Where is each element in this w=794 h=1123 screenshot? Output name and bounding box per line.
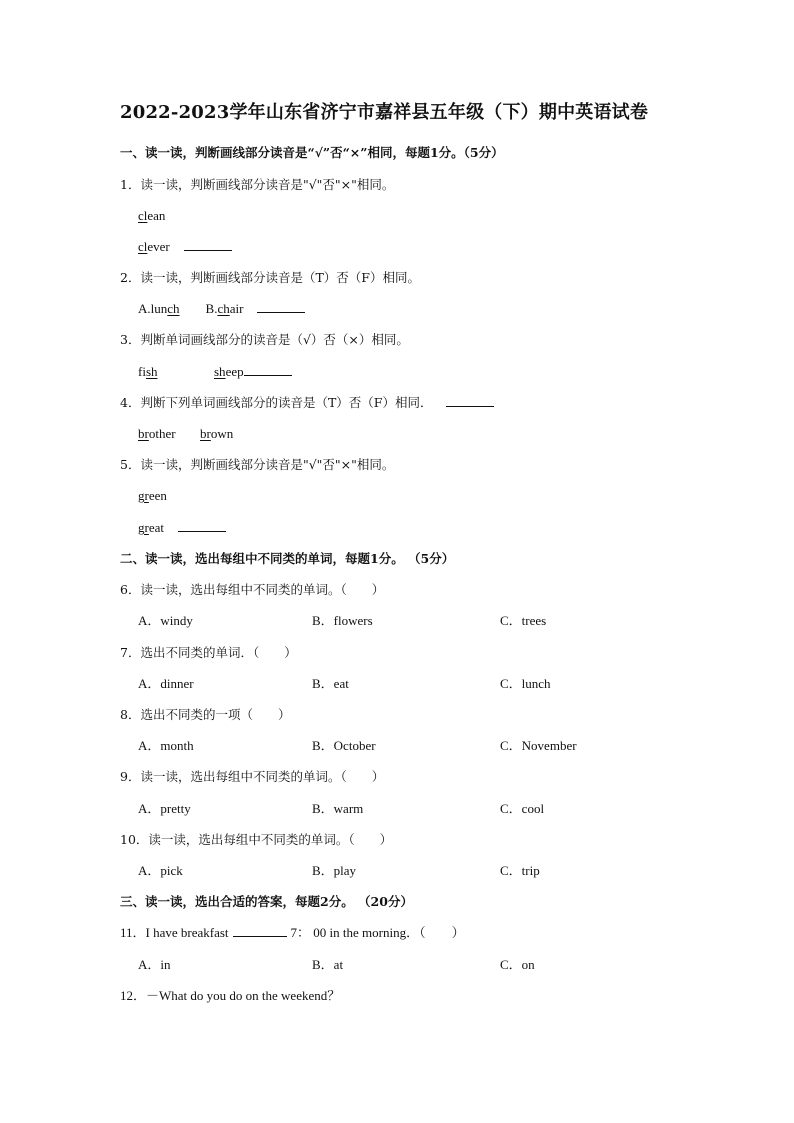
question-12-stem: 12．－What do you do on the weekend？	[120, 988, 341, 1003]
question-11-stem	[120, 924, 465, 942]
question-10-option-b[interactable]: B．play	[312, 863, 357, 878]
underlined-part: sh	[145, 364, 158, 379]
question-1-stem: 1．读一读，判断画线部分读音是"√"否"×"相同。	[120, 177, 395, 192]
answer-blank[interactable]	[233, 924, 287, 937]
question-3-word-1	[138, 363, 158, 381]
word-rest: air	[229, 301, 244, 316]
question-7-option-b[interactable]: B．eat	[312, 676, 349, 691]
question-8-stem: 8．选出不同类的一项（ ）	[120, 707, 291, 722]
question-11-option-c[interactable]: C．on	[500, 957, 535, 972]
underlined-part: sh	[214, 364, 226, 379]
option-a-prefix: A.lun	[138, 301, 168, 316]
question-10-option-c[interactable]: C．trip	[500, 863, 540, 878]
question-11-option-b[interactable]: B．at	[312, 957, 344, 972]
question-11-option-a[interactable]: A．in	[138, 957, 171, 972]
question-5-word-1	[138, 487, 167, 505]
question-5-word-2	[138, 519, 226, 537]
question-4-text: 4．判断下列单词画线部分的读音是（T）否（F）相同．	[120, 395, 433, 410]
option-b-prefix: B.	[205, 301, 218, 316]
word-rest: eep	[225, 364, 244, 379]
question-9-option-b[interactable]: B．warm	[312, 801, 364, 816]
question-10-stem: 10．读一读，选出每组中不同类的单词。（ ）	[120, 832, 393, 847]
word-start: fi	[138, 364, 146, 379]
question-4-stem	[120, 394, 494, 412]
question-9-option-a[interactable]: A．pretty	[138, 801, 191, 816]
question-7-option-a[interactable]: A．dinner	[138, 676, 194, 691]
underlined-part: br	[200, 426, 211, 441]
question-8-option-c[interactable]: C．November	[500, 738, 577, 753]
page-title: 2022-2023学年山东省济宁市嘉祥县五年级（下）期中英语试卷	[120, 102, 649, 123]
question-1-word-1	[138, 207, 165, 225]
word-rest: eat	[148, 520, 164, 535]
underlined-part: ch	[217, 301, 230, 316]
question-9-option-c[interactable]: C．cool	[500, 801, 545, 816]
underlined-part: br	[138, 426, 149, 441]
question-6-option-c[interactable]: C．trees	[500, 613, 547, 628]
word-rest: ever	[147, 239, 170, 254]
question-6-option-b[interactable]: B．flowers	[312, 613, 373, 628]
question-5-stem: 5．读一读，判断画线部分读音是"√"否"×"相同。	[120, 457, 395, 472]
word-rest: een	[148, 488, 167, 503]
question-3-word-2	[214, 363, 292, 381]
word-rest: other	[148, 426, 176, 441]
underlined-part: cl	[138, 239, 148, 254]
question-8-option-a[interactable]: A．month	[138, 738, 194, 753]
question-7-option-c[interactable]: C．lunch	[500, 676, 551, 691]
question-2-options	[138, 300, 305, 318]
question-7-stem: 7．选出不同类的单词．（ ）	[120, 645, 297, 660]
section-3-heading: 三、读一读，选出合适的答案，每题2分。 （20分）	[120, 894, 413, 909]
underlined-part: cl	[138, 208, 148, 223]
question-4-word-1	[138, 425, 176, 443]
section-2-heading: 二、读一读，选出每组中不同类的单词，每题1分。 （5分）	[120, 551, 455, 566]
underlined-part: ch	[167, 301, 180, 316]
question-4-word-2	[200, 425, 233, 443]
underlined-part: gr	[138, 488, 149, 503]
underlined-part: gr	[138, 520, 149, 535]
question-11-text-before: 11．I have breakfast	[120, 925, 229, 940]
question-8-option-b[interactable]: B．October	[312, 738, 376, 753]
answer-blank[interactable]	[257, 300, 305, 313]
question-11-text-after: 7： 00 in the morning．（ ）	[290, 925, 465, 940]
answer-blank[interactable]	[244, 363, 292, 376]
answer-blank[interactable]	[178, 519, 226, 532]
answer-blank[interactable]	[446, 394, 494, 407]
section-1-heading: 一、读一读，判断画线部分读音是“√”否“×”相同，每题1分。（5分）	[120, 145, 504, 160]
question-3-stem: 3．判断单词画线部分的读音是（√）否（×）相同。	[120, 332, 409, 347]
question-6-option-a[interactable]: A．windy	[138, 613, 193, 628]
question-9-stem: 9．读一读，选出每组中不同类的单词。（ ）	[120, 769, 385, 784]
question-2-stem: 2．读一读，判断画线部分读音是（T）否（F）相同。	[120, 270, 420, 285]
word-rest: own	[210, 426, 234, 441]
question-6-stem: 6．读一读，选出每组中不同类的单词。（ ）	[120, 582, 385, 597]
question-1-word-2	[138, 238, 232, 256]
answer-blank[interactable]	[184, 238, 232, 251]
word-rest: ean	[147, 208, 166, 223]
question-10-option-a[interactable]: A．pick	[138, 863, 183, 878]
